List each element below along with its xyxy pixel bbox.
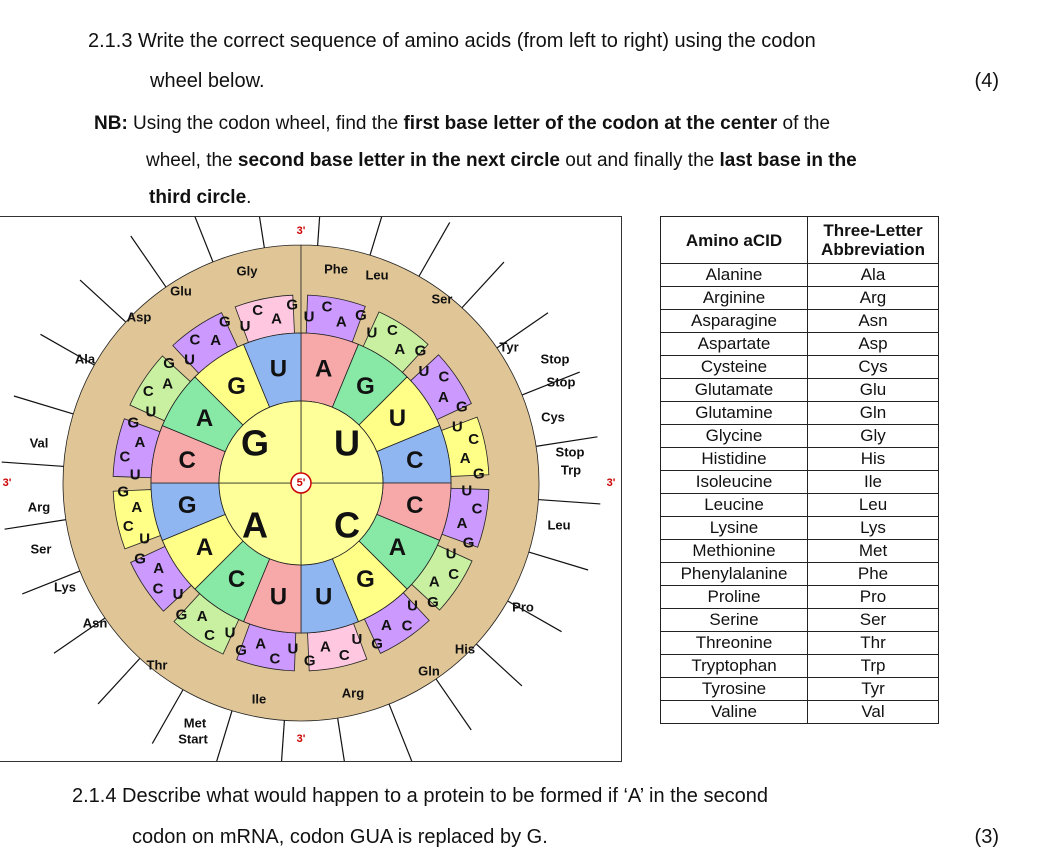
table-row [661, 632, 939, 655]
amino-acid-label: Arg [27, 499, 51, 515]
third-base-letter: A [394, 341, 406, 359]
second-base-letter: U [314, 583, 333, 611]
third-base-letter: C [321, 298, 333, 316]
table-row [661, 356, 939, 379]
amino-acid-name: Alanine [661, 264, 808, 287]
nb-line1 [94, 113, 830, 135]
amino-acid-name: Methionine [661, 540, 808, 563]
amino-acid-name: Phenylalanine [661, 563, 808, 586]
table-header-amino: Amino aCID [661, 217, 808, 264]
divider-line [472, 640, 522, 686]
table-row [661, 517, 939, 540]
amino-acid-label: Thr [146, 657, 168, 673]
table-row [661, 425, 939, 448]
q214-marks: (3) [974, 826, 999, 848]
amino-acid-label: Val [29, 435, 49, 451]
second-base-letter: A [314, 355, 333, 383]
third-base-letter: G [462, 534, 475, 552]
amino-acid-label: Leu [547, 517, 571, 533]
third-base-letter: G [235, 642, 247, 660]
divider-line [523, 550, 588, 570]
table-row [661, 448, 939, 471]
amino-acid-table [660, 216, 939, 724]
amino-acid-name: Histidine [661, 448, 808, 471]
table-row [661, 494, 939, 517]
third-base-letter: A [319, 638, 331, 656]
divider-line [80, 280, 130, 326]
second-base-letter: G [356, 373, 375, 401]
third-base-letter: G [219, 313, 231, 331]
divider-line [458, 262, 504, 312]
divider-line [131, 236, 170, 292]
nb-text5: . [246, 187, 252, 208]
second-base-letter: U [269, 583, 288, 611]
amino-acid-name: Cysteine [661, 356, 808, 379]
center-base-letter: U [334, 422, 360, 464]
amino-acid-label: Start [178, 731, 208, 747]
amino-acid-name: Arginine [661, 287, 808, 310]
amino-acid-abbrev: Gly [808, 425, 939, 448]
amino-acid-label: Ile [251, 691, 267, 707]
third-base-letter: A [428, 573, 440, 591]
nb-line3 [149, 187, 251, 209]
table-row [661, 264, 939, 287]
nb-text4: out and finally the [559, 150, 720, 171]
amino-acid-name: Aspartate [661, 333, 808, 356]
third-base-letter: C [252, 301, 264, 319]
amino-acid-name: Glutamate [661, 379, 808, 402]
third-base-letter: G [134, 550, 146, 568]
third-base-letter: G [456, 398, 468, 416]
amino-acid-label: Ser [30, 541, 52, 557]
q213-line1: 2.1.3 Write the correct sequence of amino acids (from left to right) using the codon [88, 30, 816, 52]
q213-line2: wheel below. [150, 70, 265, 92]
table-row [661, 540, 939, 563]
five-prime-label: 5' [296, 477, 306, 489]
amino-acid-name: Isoleucine [661, 471, 808, 494]
amino-acid-abbrev: Trp [808, 655, 939, 678]
table-header-abbrev: Three-Letter Abbreviation [808, 217, 939, 264]
third-base-letter: U [445, 545, 457, 563]
divider-line [5, 519, 72, 529]
third-base-letter: C [401, 617, 413, 635]
table-row [661, 333, 939, 356]
table-row [661, 310, 939, 333]
divider-line [433, 674, 472, 730]
table-header-row [661, 217, 939, 264]
divider-line [190, 217, 215, 267]
amino-acid-label: Stop [540, 351, 570, 367]
third-base-letter: A [153, 559, 165, 577]
q213-marks: (4) [974, 70, 999, 92]
third-base-letter: C [338, 647, 350, 665]
amino-acid-label: Asp [126, 309, 152, 325]
amino-acid-name: Serine [661, 609, 808, 632]
center-base-letter: C [334, 504, 360, 546]
amino-acid-label: Gln [418, 663, 440, 679]
second-base-letter: C [178, 446, 196, 474]
third-base-letter: A [335, 313, 347, 331]
table-row [661, 471, 939, 494]
amino-acid-label: His [454, 641, 476, 657]
third-base-letter: G [117, 483, 130, 501]
q214-line1: 2.1.4 Describe what would happen to a protein to be formed if ‘A’ in the second [72, 785, 768, 807]
third-base-letter: U [172, 586, 184, 604]
amino-acid-abbrev: His [808, 448, 939, 471]
amino-acid-abbrev: Leu [808, 494, 939, 517]
amino-acid-name: Valine [661, 701, 808, 724]
divider-line [416, 222, 450, 281]
third-base-letter: U [366, 324, 378, 342]
third-base-letter: A [196, 607, 208, 625]
third-base-letter: C [438, 368, 450, 386]
second-base-letter: U [388, 405, 407, 433]
third-base-letter: U [287, 640, 299, 658]
amino-acid-abbrev: Glu [808, 379, 939, 402]
second-base-letter: C [406, 492, 424, 520]
third-base-letter: C [468, 431, 480, 449]
table-row [661, 609, 939, 632]
amino-acid-label: Ala [74, 351, 96, 367]
amino-acid-abbrev: Ser [808, 609, 939, 632]
amino-acid-name: Tyrosine [661, 678, 808, 701]
third-base-letter: C [387, 321, 398, 339]
nb-bold1: first base letter of the codon at the center [403, 113, 778, 134]
third-base-letter: C [204, 627, 215, 645]
second-base-letter: A [195, 405, 214, 433]
third-base-letter: A [456, 514, 468, 532]
amino-acid-abbrev: Val [808, 701, 939, 724]
amino-acid-label: Gly [236, 263, 258, 279]
three-prime-label: 3' [296, 225, 306, 237]
q214-line2: codon on mRNA, codon GUA is replaced by G. [132, 826, 548, 848]
third-base-letter: U [451, 418, 463, 436]
third-base-letter: G [163, 354, 175, 372]
amino-acid-abbrev: Asn [808, 310, 939, 333]
third-base-letter: G [371, 635, 383, 653]
table-row [661, 586, 939, 609]
divider-line [2, 462, 70, 467]
third-base-letter: G [286, 296, 299, 314]
amino-acid-label: Met [183, 715, 207, 731]
second-base-letter: G [177, 492, 197, 520]
center-base-letter: A [242, 504, 268, 546]
amino-acid-abbrev: Tyr [808, 678, 939, 701]
nb-bold4: third circle [149, 187, 247, 208]
second-base-letter: C [227, 565, 246, 593]
third-base-letter: G [175, 606, 188, 624]
third-base-letter: U [224, 624, 236, 642]
third-base-letter: G [472, 465, 485, 483]
three-prime-label: 3' [296, 733, 306, 745]
amino-acid-label: Tyr [499, 339, 519, 355]
divider-line [98, 654, 144, 704]
amino-acid-abbrev: Met [808, 540, 939, 563]
second-base-letter: G [227, 373, 246, 401]
third-base-letter: U [418, 362, 430, 380]
second-base-letter: C [406, 446, 424, 474]
third-base-letter: A [210, 332, 222, 350]
amino-acid-label: Ser [431, 291, 453, 307]
third-base-letter: A [437, 389, 449, 407]
nb-bold3: last base in the [719, 150, 857, 171]
third-base-letter: G [427, 594, 439, 612]
third-base-letter: U [351, 630, 363, 648]
amino-acid-abbrev: Asp [808, 333, 939, 356]
third-base-letter: U [139, 530, 151, 548]
third-base-letter: C [152, 580, 164, 598]
amino-acid-abbrev: Pro [808, 586, 939, 609]
third-base-letter: U [129, 466, 141, 484]
amino-acid-name: Tryptophan [661, 655, 808, 678]
amino-acid-label: Asn [82, 615, 108, 631]
divider-line [214, 705, 234, 761]
divider-line [14, 396, 79, 416]
third-base-letter: U [145, 403, 157, 421]
third-base-letter: A [131, 498, 143, 516]
third-base-letter: G [303, 652, 316, 670]
third-base-letter: A [134, 434, 146, 452]
table-row [661, 402, 939, 425]
third-base-letter: A [255, 635, 267, 653]
third-base-letter: A [380, 616, 392, 634]
amino-acid-label: Trp [560, 462, 582, 478]
amino-acid-abbrev: Ala [808, 264, 939, 287]
nb-text3: wheel, the [146, 150, 238, 171]
nb-text1: Using the codon wheel, find the [127, 113, 404, 134]
third-base-letter: G [127, 414, 140, 432]
amino-acid-name: Glycine [661, 425, 808, 448]
divider-line [280, 714, 285, 761]
second-base-letter: G [356, 565, 375, 593]
amino-acid-label: Leu [365, 267, 389, 283]
nb-label: NB: [94, 113, 128, 134]
amino-acid-abbrev: Thr [808, 632, 939, 655]
third-base-letter: U [407, 597, 418, 615]
third-base-letter: G [355, 306, 367, 324]
third-base-letter: U [303, 308, 315, 326]
third-base-letter: C [471, 500, 483, 518]
center-base-letter: G [240, 422, 270, 464]
three-prime-label: 3' [606, 477, 616, 489]
amino-acid-abbrev: Cys [808, 356, 939, 379]
second-base-letter: U [269, 355, 288, 383]
third-base-letter: C [189, 331, 201, 349]
third-base-letter: C [448, 565, 460, 583]
third-base-letter: C [122, 517, 134, 535]
amino-acid-name: Glutamine [661, 402, 808, 425]
second-base-letter: A [388, 533, 407, 561]
amino-acid-label: Phe [324, 261, 348, 277]
table-row [661, 678, 939, 701]
amino-acid-label: Pro [512, 599, 534, 615]
third-base-letter: C [142, 383, 154, 401]
divider-line [532, 499, 600, 504]
divider-line [337, 712, 347, 761]
second-base-letter: A [195, 533, 214, 561]
amino-acid-name: Asparagine [661, 310, 808, 333]
amino-acid-abbrev: Lys [808, 517, 939, 540]
amino-acid-label: Stop [555, 444, 585, 460]
third-base-letter: A [162, 375, 174, 393]
divider-line [387, 699, 412, 761]
amino-acid-abbrev: Ile [808, 471, 939, 494]
third-base-letter: G [414, 342, 427, 360]
amino-acid-name: Leucine [661, 494, 808, 517]
divider-line [368, 217, 388, 261]
amino-acid-abbrev: Phe [808, 563, 939, 586]
third-base-letter: A [271, 310, 283, 328]
amino-acid-name: Threonine [661, 632, 808, 655]
third-base-letter: U [184, 351, 195, 369]
amino-acid-abbrev: Arg [808, 287, 939, 310]
table-row [661, 701, 939, 724]
three-prime-label: 3' [2, 477, 12, 489]
table-row [661, 655, 939, 678]
third-base-letter: C [269, 650, 281, 668]
table-row [661, 563, 939, 586]
table-row [661, 379, 939, 402]
codon-wheel-figure [0, 216, 622, 762]
amino-acid-label: Cys [541, 409, 565, 425]
amino-acid-label: Lys [54, 579, 76, 595]
third-base-letter: C [119, 448, 131, 466]
codon-wheel [0, 217, 621, 761]
table-row [661, 287, 939, 310]
amino-acid-abbrev: Gln [808, 402, 939, 425]
amino-acid-name: Proline [661, 586, 808, 609]
amino-acid-label: Glu [170, 283, 192, 299]
third-base-letter: A [459, 450, 471, 468]
third-base-letter: U [239, 318, 251, 336]
nb-line2 [146, 150, 857, 172]
amino-acid-name: Lysine [661, 517, 808, 540]
amino-acid-label: Stop [546, 374, 576, 390]
amino-acid-label: Arg [341, 685, 365, 701]
nb-bold2: second base letter in the next circle [237, 150, 560, 171]
nb-text2: of the [777, 113, 831, 134]
third-base-letter: U [461, 482, 473, 500]
